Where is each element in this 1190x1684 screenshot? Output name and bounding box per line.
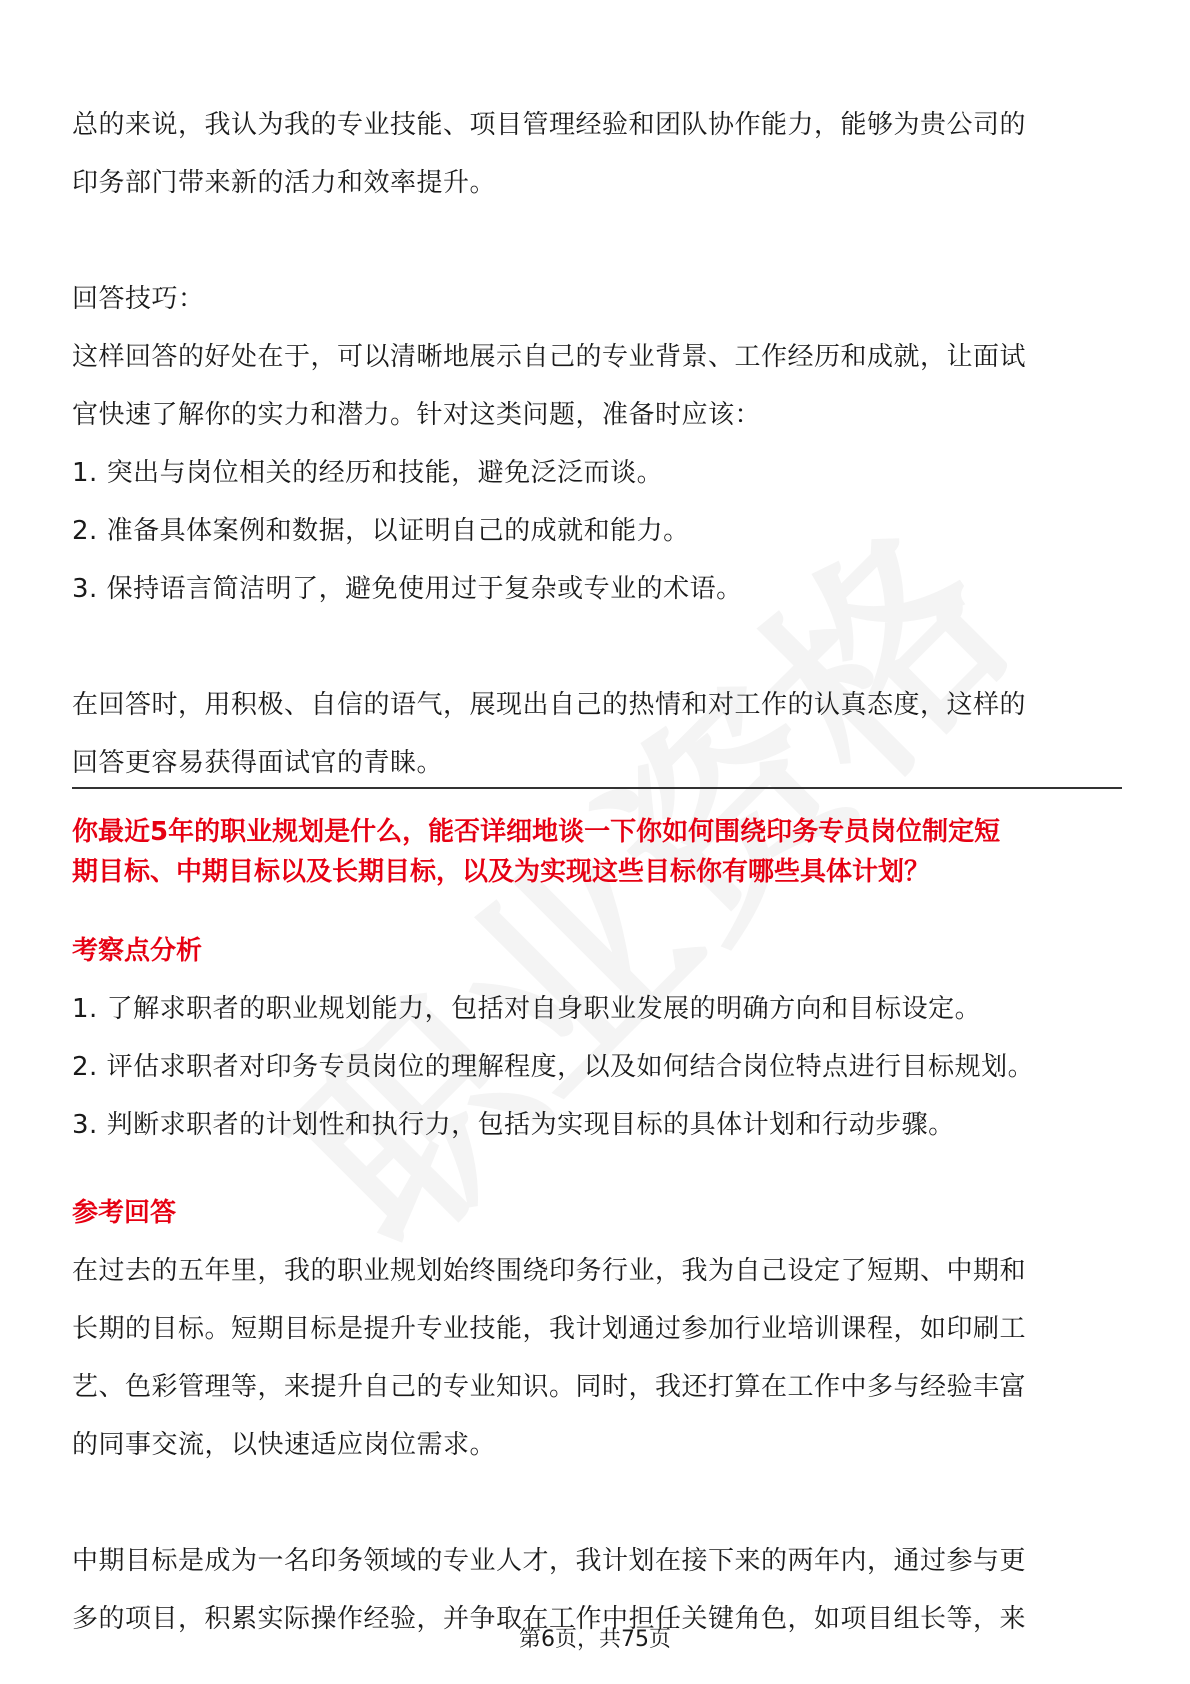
analysis-item: 3. 判断求职者的计划性和执行力，包括为实现目标的具体计划和行动步骤。: [72, 1110, 955, 1140]
tips-item: 2. 准备具体案例和数据，以证明自己的成就和能力。: [72, 516, 690, 546]
tips-item: 3. 保持语言简洁明了，避免使用过于复杂或专业的术语。: [72, 574, 743, 604]
analysis-item: 1. 了解求职者的职业规划能力，包括对自身职业发展的明确方向和目标设定。: [72, 994, 982, 1024]
answer-section: [72, 922, 1122, 1648]
tips-intro-line-1: 这样回答的好处在于，可以清晰地展示自己的专业背景、工作经历和成就，让面试: [72, 342, 1027, 372]
question-line-1: 你最近5年的职业规划是什么，能否详细地谈一下你如何围绕印务专员岗位制定短: [72, 817, 1001, 847]
section-divider: [72, 787, 1122, 789]
reference-p1-line: 长期的目标。短期目标是提升专业技能，我计划通过参加行业培训课程，如印刷工: [72, 1314, 1027, 1344]
page-body: [72, 96, 1122, 792]
summary-line-1: 总的来说，我认为我的专业技能、项目管理经验和团队协作能力，能够为贵公司的: [72, 110, 1027, 140]
analysis-heading: 考察点分析: [72, 936, 203, 966]
tips-closing-line-1: 在回答时，用积极、自信的语气，展现出自己的热情和对工作的认真态度，这样的: [72, 690, 1027, 720]
reference-p1-line: 的同事交流，以快速适应岗位需求。: [72, 1430, 497, 1460]
reference-p1-line: 艺、色彩管理等，来提升自己的专业知识。同时，我还打算在工作中多与经验丰富: [72, 1372, 1027, 1402]
question-line-2: 期目标、中期目标以及长期目标，以及为实现这些目标你有哪些具体计划？: [72, 857, 931, 887]
reference-p2-line: 多的项目，积累实际操作经验，并争取在工作中担任关键角色，如项目组长等，来: [72, 1604, 1027, 1634]
reference-p2-line: 中期目标是成为一名印务领域的专业人才，我计划在接下来的两年内，通过参与更: [72, 1546, 1027, 1576]
page-number: 第6页，共75页: [519, 1627, 671, 1652]
tips-intro-line-2: 官快速了解你的实力和潜力。针对这类问题，准备时应该：: [72, 400, 762, 430]
tips-heading: 回答技巧：: [72, 284, 205, 314]
summary-line-2: 印务部门带来新的活力和效率提升。: [72, 168, 497, 198]
tips-item: 1. 突出与岗位相关的经历和技能，避免泛泛而谈。: [72, 458, 664, 488]
reference-heading: 参考回答: [72, 1198, 177, 1228]
tips-closing-line-2: 回答更容易获得面试官的青睐。: [72, 748, 444, 778]
reference-p1-line: 在过去的五年里，我的职业规划始终围绕印务行业，我为自己设定了短期、中期和: [72, 1256, 1027, 1286]
analysis-item: 2. 评估求职者对印务专员岗位的理解程度，以及如何结合岗位特点进行目标规划。: [72, 1052, 1035, 1082]
question-heading: [72, 812, 1122, 892]
